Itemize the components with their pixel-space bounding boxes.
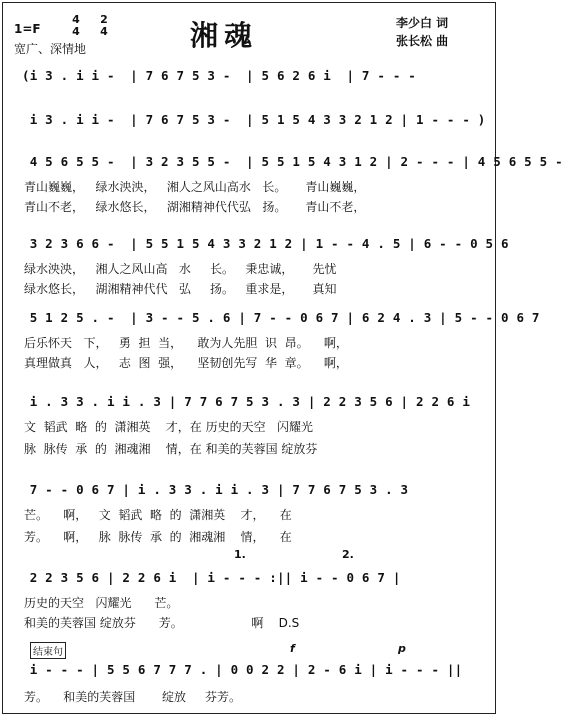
key-signature: 1=F	[14, 22, 41, 36]
score-line-5-lyric-1: 后乐怀天 下， 勇 担 当， 敢为人先胆 识 昂。 啊，	[24, 336, 348, 350]
score-line-3-notes: 4 5 6 5 5 - | 3 2 3 5 5 - | 5 5 1 5 4 3 1 2 | 2 - - - | 4 5 6 5 5 -	[22, 154, 563, 169]
score-line-8-notes: 2 2 3 5 6 | 2 2 6 i | i - - - :|| i - - 0 6 7 |	[22, 570, 401, 585]
score-line-8-lyric-2: 和美的芙蓉国 绽放芬 芳。 啊 D.S	[24, 616, 300, 630]
dynamic-piano: p	[398, 642, 406, 655]
volta-1-marker: 1.	[234, 548, 246, 561]
coda-label-box: 结束句	[30, 642, 66, 659]
score-line-9-lyric-1: 芳。 和美的芙蓉国 绽放 芬芳。	[24, 690, 242, 704]
score-line-9-notes: i - - - | 5 5 6 7 7 7 . | 0 0 2 2 | 2 - 6 i | i - - - ||	[22, 662, 463, 677]
score-line-5-lyric-2: 真理做真 人， 志 图 强， 坚韧创先写 华 章。 啊，	[24, 356, 348, 370]
lyricist-credit: 李少白 词	[396, 16, 449, 30]
score-line-7-notes: 7 - - 0 6 7 | i . 3 3 . i i . 3 | 7 7 6 7 5 3 . 3	[22, 482, 409, 497]
score-line-7-lyric-2: 芳。 啊， 脉 脉传 承 的 湘魂湘 情， 在	[24, 530, 292, 544]
score-line-3-lyric-2: 青山不老， 绿水悠长， 湖湘精神代代弘 扬。 青山不老，	[24, 200, 366, 214]
tempo-marking: 宽广、深情地	[14, 42, 87, 56]
song-title: 湘魂	[190, 19, 259, 52]
dynamic-forte: f	[290, 642, 295, 655]
volta-2-marker: 2.	[342, 548, 354, 561]
score-line-3-lyric-1: 青山巍巍， 绿水泱泱， 湘人之风山高水 长。 青山巍巍，	[24, 180, 366, 194]
score-line-5-notes: 5 1 2 5 . - | 3 - - 5 . 6 | 7 - - 0 6 7 | 6 2 4 . 3 | 5 - - 0 6 7	[22, 310, 540, 325]
composer-credit: 张长松 曲	[396, 34, 449, 48]
score-line-1-notes: (i 3 . i i - | 7 6 7 5 3 - | 5 6 2 6 i | 7 - - -	[22, 68, 417, 83]
score-line-8-lyric-1: 历史的天空 闪耀光 芒。	[24, 596, 179, 610]
score-line-2-notes: i 3 . i i - | 7 6 7 5 3 - | 5 1 5 4 3 3 2 1 2 | 1 - - - )	[22, 112, 486, 127]
time-signature-2: 2 4	[100, 13, 108, 38]
score-line-6-lyric-2: 脉 脉传 承 的 湘魂湘 情，在 和美的芙蓉国 绽放芬	[24, 442, 318, 456]
score-line-4-lyric-2: 绿水悠长， 湖湘精神代代 弘 扬。 重求是， 真知	[24, 282, 337, 296]
score-line-4-lyric-1: 绿水泱泱， 湘人之风山高 水 长。 秉忠诚， 先忧	[24, 262, 337, 276]
score-line-7-lyric-1: 芒。 啊， 文 韬武 略 的 潇湘英 才， 在	[24, 508, 292, 522]
time-signature-1: 4 4	[72, 13, 80, 38]
score-line-6-lyric-1: 文 韬武 略 的 潇湘英 才，在 历史的天空 闪耀光	[24, 420, 314, 434]
score-line-4-notes: 3 2 3 6 6 - | 5 5 1 5 4 3 3 2 1 2 | 1 - - 4 . 5 | 6 - - 0 5 6	[22, 236, 509, 251]
score-line-6-notes: i . 3 3 . i i . 3 | 7 7 6 7 5 3 . 3 | 2 2 3 5 6 | 2 2 6 i	[22, 394, 471, 409]
